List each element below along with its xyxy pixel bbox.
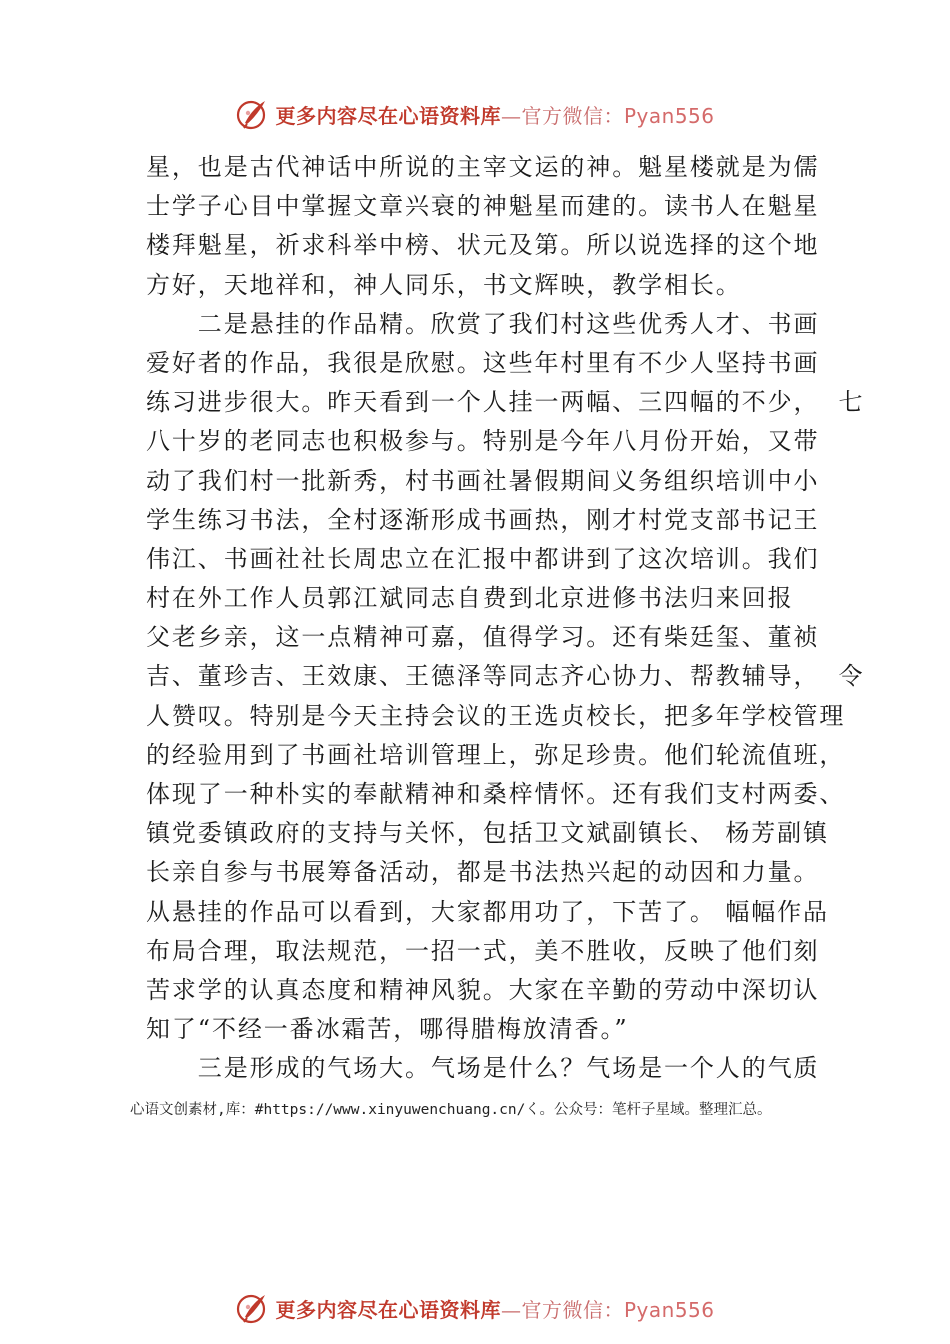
body-line: 楼拜魁星，祈求科举中榜、状元及第。所以说选择的这个地 [146, 231, 820, 260]
promo-wechat-label: 官方微信： [521, 103, 624, 128]
promo-text [275, 100, 714, 129]
body-line: 长亲自参与书展筹备活动，都是书法热兴起的动因和力量。 [146, 858, 820, 887]
body-line: 体现了一种朴实的奉献精神和桑梓情怀。还有我们支村两委、 [146, 780, 846, 808]
body-line: 从悬挂的作品可以看到，大家都用功了，下苦了。 幅幅作品 [146, 897, 829, 926]
body-line: 人赞叹。特别是今天主持会议的王选贞校长，把多年学校管理 [146, 701, 846, 730]
body-line: 的经验用到了书画社培训管理上，弥足珍贵。他们轮流值班， [146, 740, 846, 769]
promo-wechat-id: Pyan556 [623, 103, 715, 128]
promo-main-text: 更多内容尽在心语资料库 [275, 103, 501, 128]
body-line: 动了我们村一批新秀，村书画社暑假期间义务组织培训中小 [146, 466, 820, 495]
body-line: 士学子心目中掌握文章兴衰的神魁星而建的。读书人在魁星 [146, 192, 820, 221]
body-line: 知了“不经一番冰霜苦，哪得腊梅放清香。” [146, 1015, 629, 1044]
footer-source-note: 心语文创素材,库：#https://www.xinyuwenchuang.cn/く。公众号：笔杆子星域。整理汇总。 [130, 1102, 772, 1118]
body-line: 村在外工作人员郭江斌同志自费到北京进修书法归来回报 [146, 584, 794, 613]
quill-pen-logo-icon [235, 97, 269, 131]
body-line: 八十岁的老同志也积极参与。特别是今年八月份开始，又带 [146, 427, 820, 456]
body-line: 星，也是古代神话中所说的主宰文运的神。魁星楼就是为儒 [146, 153, 820, 181]
body-line: 三是形成的气场大。气场是什么？气场是一个人的气质 [146, 1054, 820, 1083]
body-line: 苦求学的认真态度和精神风貌。大家在辛勤的劳动中深切认 [146, 975, 820, 1004]
body-line: 吉、董珍吉、王效康、王德泽等同志齐心协力、帮教辅导， 令 [146, 662, 865, 691]
body-line: 二是悬挂的作品精。欣赏了我们村这些优秀人才、书画 [146, 309, 820, 338]
promo-text [275, 1294, 714, 1323]
promo-separator: — [500, 1297, 522, 1322]
body-line: 父老乡亲，这一点精神可嘉，值得学习。还有柴廷玺、董祯 [146, 623, 820, 652]
promo-wechat-id: Pyan556 [623, 1297, 715, 1322]
body-line: 镇党委镇政府的支持与关怀，包括卫文斌副镇长、 杨芳副镇 [146, 819, 829, 848]
promo-wechat-label: 官方微信： [521, 1297, 624, 1322]
promo-separator: — [500, 103, 522, 128]
promo-main-text: 更多内容尽在心语资料库 [275, 1297, 501, 1322]
body-line: 学生练习书法，全村逐渐形成书画热，刚才村党支部书记王 [146, 505, 820, 534]
quill-pen-logo-icon [235, 1291, 269, 1325]
footer-promo-banner [0, 1288, 950, 1328]
document-body [146, 148, 865, 1089]
body-line: 方好，天地祥和，神人同乐，书文辉映，教学相长。 [146, 270, 742, 299]
body-line: 伟江、书画社社长周忠立在汇报中都讲到了这次培训。我们 [146, 544, 820, 573]
body-line: 练习进步很大。昨天看到一个人挂一两幅、三四幅的不少， 七 [146, 388, 865, 417]
header-promo-banner [0, 94, 950, 134]
body-line: 爱好者的作品，我很是欣慰。这些年村里有不少人坚持书画 [146, 348, 820, 377]
body-line: 布局合理，取法规范，一招一式，美不胜收，反映了他们刻 [146, 936, 820, 965]
